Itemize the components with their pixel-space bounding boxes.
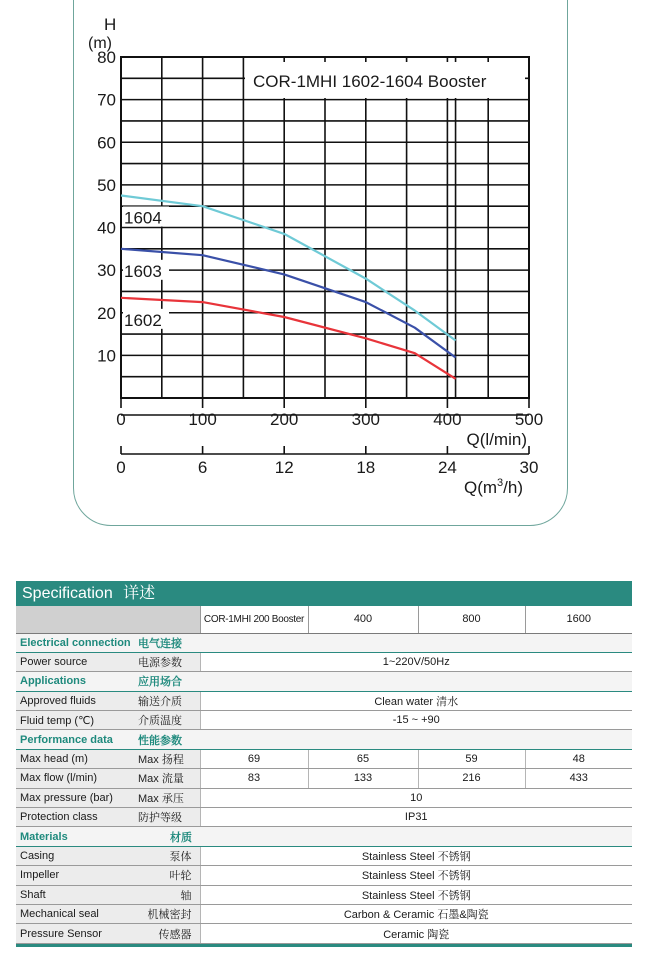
spec-label-cn: Max 承压 (134, 788, 200, 807)
spec-row (16, 924, 632, 943)
spec-label-en: Casing (16, 846, 134, 865)
spec-row (16, 808, 632, 827)
spec-table (16, 606, 632, 944)
model-header-cell: 800 (418, 606, 525, 633)
x-tick-label: 0 (116, 410, 126, 429)
x-tick-label: 300 (351, 410, 380, 429)
x-axis2-tick-label: 0 (116, 458, 126, 477)
spec-value: Clean water 清水 (200, 691, 632, 710)
model-header-cell: 400 (308, 606, 418, 633)
spec-value: 216 (418, 769, 525, 788)
spec-model-header-row (16, 606, 632, 633)
x-tick-label: 400 (433, 410, 462, 429)
spec-value: 48 (525, 749, 632, 768)
y-tick-label: 30 (97, 261, 116, 281)
spec-label-en: Pressure Sensor (16, 924, 134, 943)
spec-label-cn: 泵体 (134, 846, 200, 865)
spec-value: -15 ~ +90 (200, 711, 632, 730)
spec-section-row (16, 672, 632, 691)
x-tick-label: 200 (270, 410, 299, 429)
spec-label-cn: 传感器 (134, 924, 200, 943)
y-tick-label: 80 (97, 48, 116, 67)
y-axis-unit: (m) (88, 35, 112, 52)
section-title-cn: 应用场合 (134, 672, 200, 691)
y-tick-label: 10 (97, 346, 116, 366)
spec-value: Carbon & Ceramic 石墨&陶瓷 (200, 904, 632, 923)
y-tick-label: 70 (97, 90, 116, 110)
spec-value: Stainless Steel 不锈钢 (200, 885, 632, 904)
model-header-cell: 1600 (525, 606, 632, 633)
section-filler (200, 633, 632, 652)
section-filler (200, 827, 632, 846)
spec-section-row (16, 730, 632, 749)
section-filler (200, 672, 632, 691)
x-axis2-label: $Q(m^3/h)$ (463, 477, 523, 497)
y-tick-label: 20 (97, 303, 116, 323)
x-axis2-tick-label: 24 (437, 458, 457, 477)
spec-label-cn: 介质温度 (134, 711, 200, 730)
series-label-1602: 1602 (124, 310, 162, 330)
spec-value: 83 (200, 769, 308, 788)
y-tick-label: 60 (97, 133, 116, 153)
spec-value: 65 (308, 749, 418, 768)
x-tick-label: 500 (514, 410, 544, 429)
spec-label-en: Approved fluids (16, 691, 134, 710)
spec-label-en: Shaft (16, 885, 134, 904)
spec-value: 69 (200, 749, 308, 768)
spec-label-cn: Max 扬程 (134, 749, 200, 768)
chart-title: COR-1MHI 1602-1604 Booster (253, 72, 487, 91)
section-title-en: Applications (16, 672, 134, 691)
section-title-en: Performance data (16, 730, 134, 749)
spec-value: 433 (525, 769, 632, 788)
spec-value: IP31 (200, 808, 632, 827)
spec-label-en: Impeller (16, 866, 134, 885)
spec-row (16, 904, 632, 923)
section-title-cn: 材质 (134, 827, 200, 846)
spec-value: 1~220V/50Hz (200, 652, 632, 671)
series-line-1603 (121, 249, 456, 358)
spec-label-cn: 防护等级 (134, 808, 200, 827)
spec-value: Stainless Steel 不锈钢 (200, 866, 632, 885)
spec-value: Stainless Steel 不锈钢 (200, 846, 632, 865)
header-blank-cell (16, 606, 200, 633)
spec-label-cn: 输送介质 (134, 691, 200, 710)
spec-row (16, 691, 632, 710)
spec-label-en: Max pressure (bar) (16, 788, 134, 807)
spec-row (16, 866, 632, 885)
spec-label-en: Max flow (l/min) (16, 769, 134, 788)
spec-label-cn: 电源参数 (134, 652, 200, 671)
specification-panel (16, 581, 632, 947)
spec-label-en: Protection class (16, 808, 134, 827)
series-label-1604: 1604 (124, 208, 162, 228)
spec-row (16, 749, 632, 768)
y-axis-label: H (104, 15, 117, 34)
section-title-cn: 性能参数 (134, 730, 200, 749)
y-tick-label: 40 (97, 218, 116, 238)
spec-label-en: Power source (16, 652, 134, 671)
spec-row (16, 769, 632, 788)
series-label-1603: 1603 (124, 261, 162, 281)
spec-section-row (16, 827, 632, 846)
x-axis2-tick-label: 6 (197, 458, 208, 477)
spec-label-cn: Max 流量 (134, 769, 200, 788)
section-filler (200, 730, 632, 749)
model-header-cell: COR-1MHI 200 Booster (200, 606, 308, 633)
x-axis2-tick-label: 30 (519, 458, 539, 477)
spec-header (16, 581, 632, 606)
section-title-cn: 电气连接 (134, 633, 200, 652)
spec-value: Ceramic 陶瓷 (200, 924, 632, 943)
x-tick-label: 100 (188, 410, 217, 429)
spec-label-en: Mechanical seal (16, 904, 134, 923)
spec-value: 10 (200, 788, 632, 807)
section-title-en: Materials (16, 827, 134, 846)
spec-value: 133 (308, 769, 418, 788)
x-axis2-tick-label: 12 (274, 458, 294, 477)
spec-label-en: Fluid temp (℃) (16, 711, 134, 730)
spec-row (16, 846, 632, 865)
x-axis2-tick-label: 18 (356, 458, 376, 477)
spec-row (16, 788, 632, 807)
spec-value: 59 (418, 749, 525, 768)
y-tick-label: 50 (97, 175, 116, 195)
x-axis-label: Q(l/min) (466, 430, 527, 449)
spec-label-en: Max head (m) (16, 749, 134, 768)
spec-label-cn: 机械密封 (134, 904, 200, 923)
spec-row (16, 711, 632, 730)
spec-row (16, 885, 632, 904)
spec-label-cn: 轴 (134, 885, 200, 904)
spec-row (16, 652, 632, 671)
series-line-1602 (121, 298, 456, 379)
spec-label-cn: 叶轮 (134, 866, 200, 885)
section-title-en: Electrical connection (16, 633, 134, 652)
spec-title-cn: 详述 (123, 585, 156, 602)
spec-title-en: Specification (22, 585, 113, 602)
spec-bottom-rule (16, 944, 632, 947)
spec-section-row (16, 633, 632, 652)
